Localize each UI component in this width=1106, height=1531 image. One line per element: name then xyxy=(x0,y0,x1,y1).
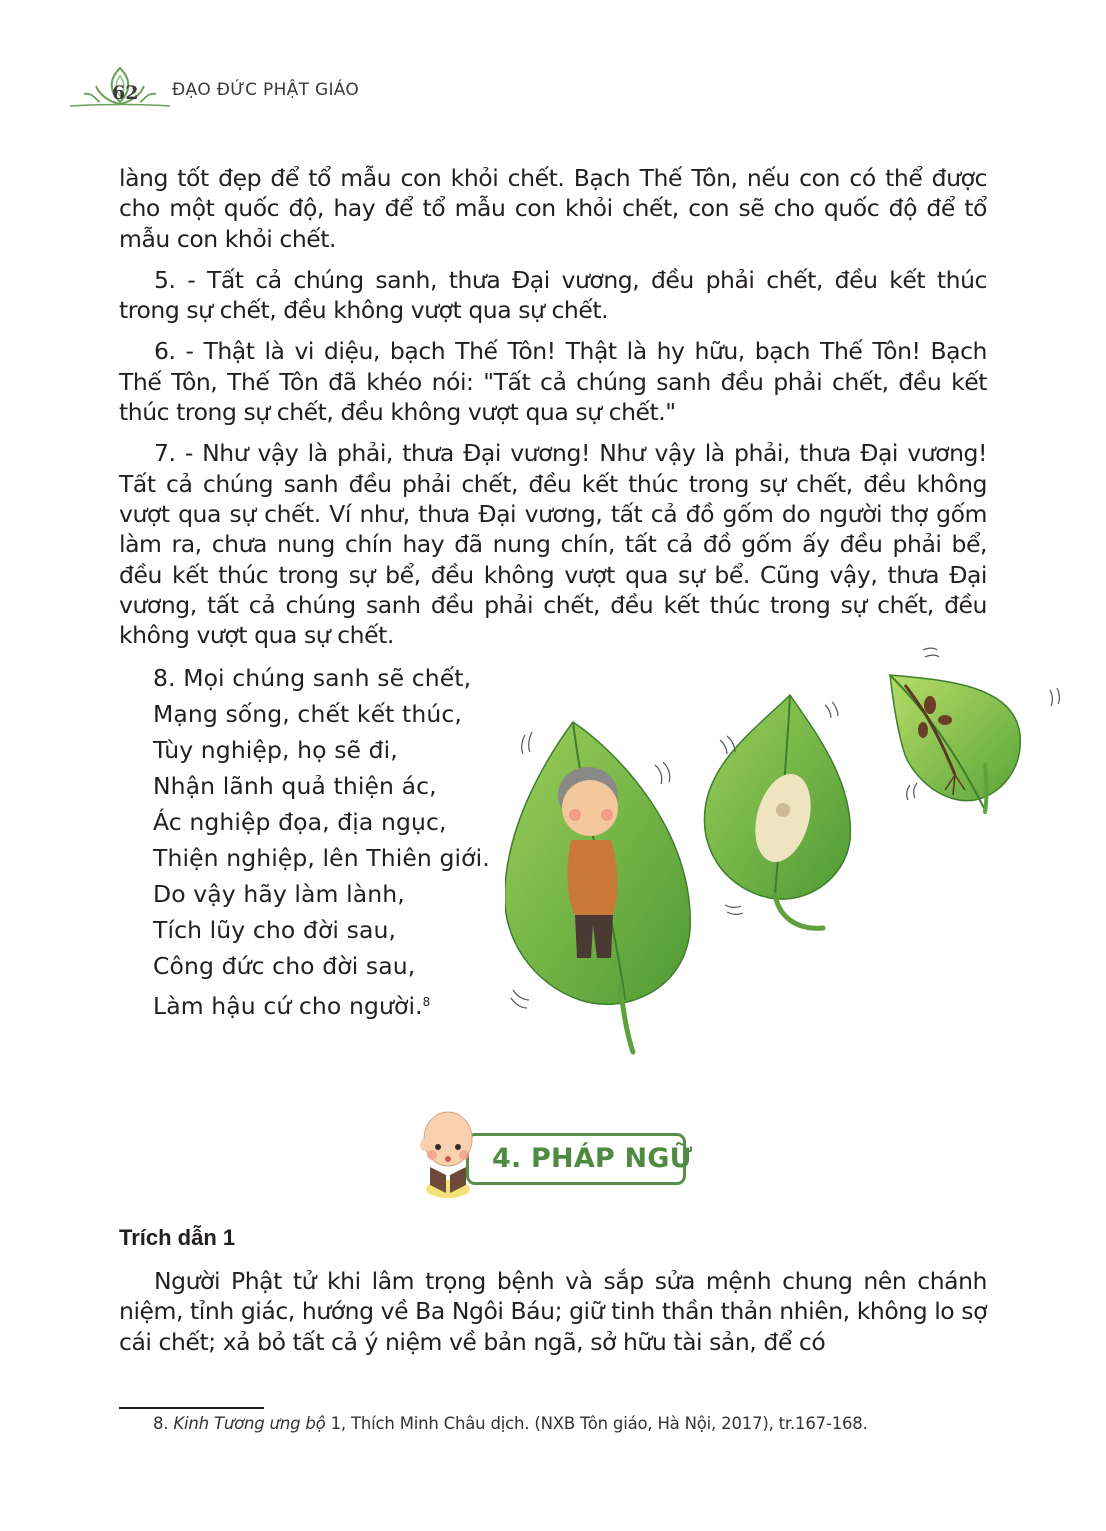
quote-heading: Trích dẫn 1 xyxy=(119,1225,236,1250)
verse-line: Công đức cho đời sau, xyxy=(153,952,416,980)
footnote-book-title: Kinh Tương ưng bộ xyxy=(173,1414,326,1433)
verse-line: 8. Mọi chúng sanh sẽ chết, xyxy=(153,664,472,692)
book-title: ĐẠO ĐỨC PHẬT GIÁO xyxy=(172,80,360,100)
leaf-animal xyxy=(704,695,850,928)
page-number: 62 xyxy=(112,82,139,104)
verse-line: Tích lũy cho đời sau, xyxy=(153,916,397,944)
paragraph-5: 5. - Tất cả chúng sanh, thưa Đại vương, đều phải chết, đều kết thúc trong sự chết, đều không vượt qua sự chết. xyxy=(119,265,987,325)
leaf-withered-plant xyxy=(890,675,1020,812)
footnote-citation: 1, Thích Minh Châu dịch. (NXB Tôn giáo, Hà Nội, 2017), tr.167-168. xyxy=(325,1414,868,1433)
quote-text: Người Phật tử khi lâm trọng bệnh và sắp sửa mệnh chung nên chánh niệm, tỉnh giác, hướng về Ba Ngôi Báu; giữ tinh thần thản nhiên, không lo sợ cái chết; xả bỏ tất cả ý niệm về bản ngã, sở hữu tài sản, để có xyxy=(119,1267,987,1356)
footnote xyxy=(153,1414,868,1433)
body-text xyxy=(119,163,987,661)
verse-block xyxy=(153,660,490,1024)
section-title: 4. PHÁP NGỮ xyxy=(492,1143,693,1174)
paragraph-6: 6. - Thật là vi diệu, bạch Thế Tôn! Thật là hy hữu, bạch Thế Tôn! Bạch Thế Tôn, Thế Tôn đã khéo nói: "Tất cả chúng sanh đều phải chết, đều kết thúc trong sự chết, đều không vượt qua sự chết." xyxy=(119,337,987,427)
verse-line: Thiện nghiệp, lên Thiên giới. xyxy=(153,844,490,872)
paragraph-7: 7. - Như vậy là phải, thưa Đại vương! Như vậy là phải, thưa Đại vương! Tất cả chúng sanh đều phải chết, đều kết thúc trong sự chết, đều không vượt qua sự chết. Ví như, thưa Đại vương, tất cả đồ gốm do người thợ gốm làm ra, chưa nung chín hay đã nung chín, tất cả đồ gốm ấy đều phải bể, đều kết thúc trong sự bể, đều không vượt qua sự bể. Cũng vậy, thưa Đại vương, tất cả chúng sanh đều phải chết, đều kết thúc trong sự chết, đều không vượt qua sự chết. xyxy=(119,439,987,650)
leaf-elderly-man xyxy=(505,722,690,1052)
footnote-divider xyxy=(119,1407,264,1409)
section-badge xyxy=(416,1105,691,1200)
falling-leaves-illustration xyxy=(505,640,1065,1060)
footnote-number: 8. xyxy=(153,1414,169,1433)
page-header xyxy=(70,64,410,114)
verse-line: Ác nghiệp đọa, địa ngục, xyxy=(153,808,447,836)
paragraph-continuation: làng tốt đẹp để tổ mẫu con khỏi chết. Bạch Thế Tôn, nếu con có thể được cho một quốc độ, hay để tổ mẫu con khỏi chết, con sẽ cho quốc độ để tổ mẫu con khỏi chết. xyxy=(119,164,987,253)
verse-line: Tùy nghiệp, họ sẽ đi, xyxy=(153,736,398,764)
verse-line-text: Làm hậu cứ cho người. xyxy=(153,992,423,1020)
verse-line: Nhận lãnh quả thiện ác, xyxy=(153,772,437,800)
verse-line: Mạng sống, chết kết thúc, xyxy=(153,700,462,728)
monk-reading-icon xyxy=(416,1105,486,1200)
footnote-ref[interactable]: 8 xyxy=(422,995,431,1009)
verse-line: Do vậy hãy làm lành, xyxy=(153,880,405,908)
verse-line-last xyxy=(153,984,490,1024)
